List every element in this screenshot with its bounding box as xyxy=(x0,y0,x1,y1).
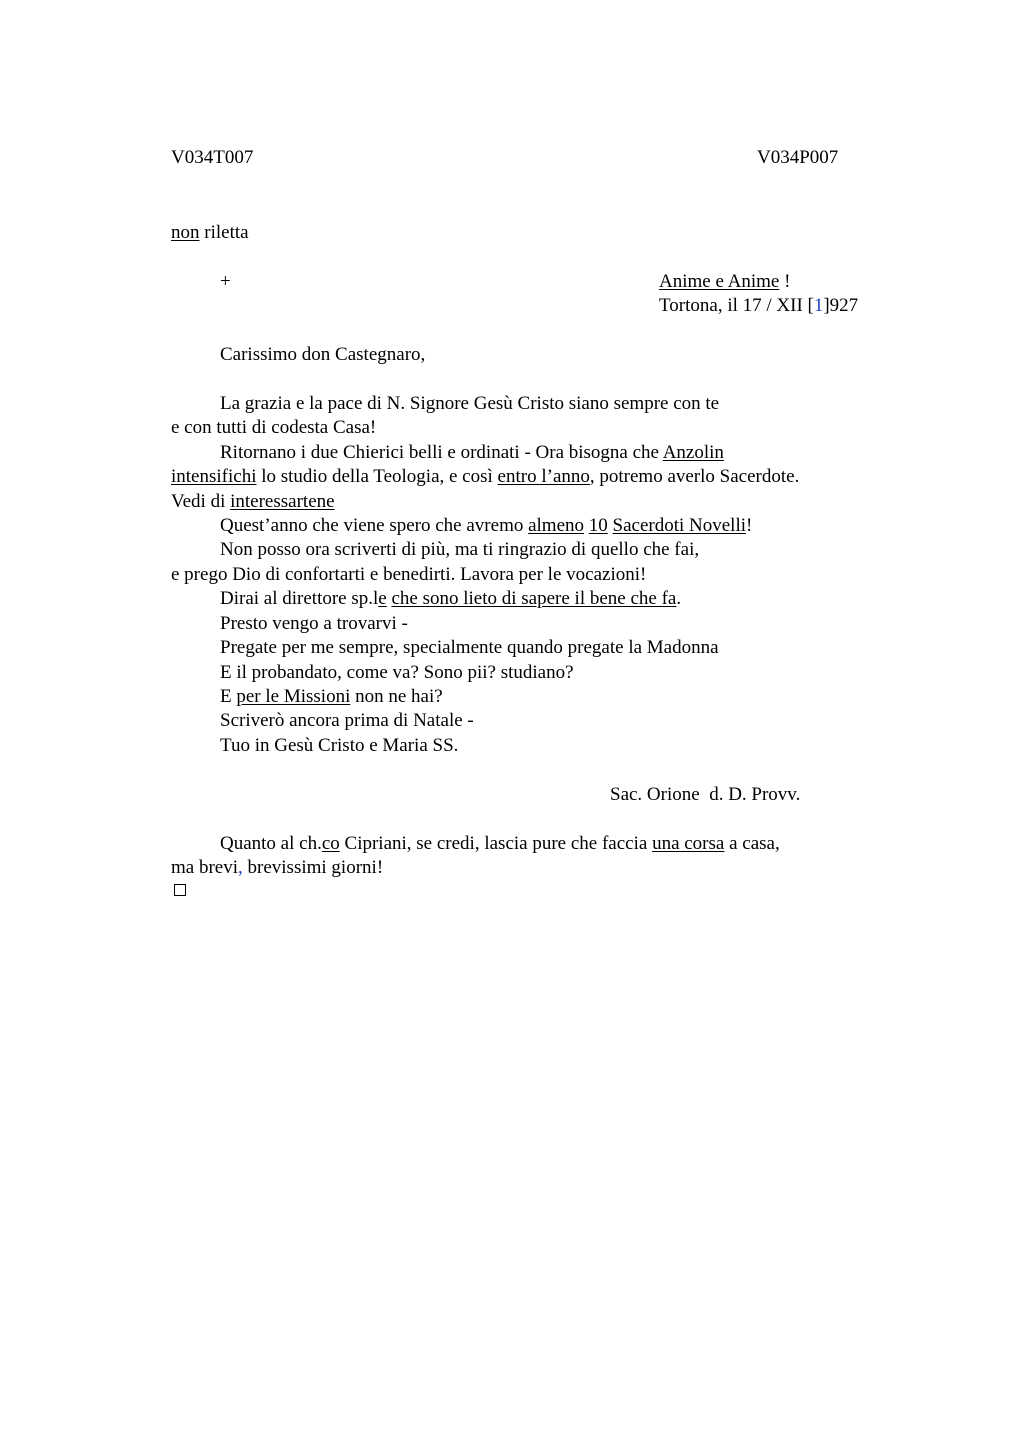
body-line: e con tutti di codesta Casa! xyxy=(171,417,377,438)
motto-underlined: Anime e Anime xyxy=(659,271,780,292)
body-line: intensifichi lo studio della Teologia, e così entro l’anno, potremo averlo Sacerdote. xyxy=(171,466,800,487)
motto xyxy=(659,270,790,294)
body-line: e prego Dio di confortarti e benedirti. Lavora per le vocazioni! xyxy=(171,564,647,585)
body-line: Quest’anno che viene spero che avremo almeno 10 Sacerdoti Novelli! xyxy=(220,515,753,536)
body-line: E per le Missioni non ne hai? xyxy=(220,686,443,707)
end-of-text-box-icon xyxy=(174,884,186,896)
dateline: Tortona, il 17 / XII [1]927 xyxy=(659,295,859,316)
document-code-left: V034T007 xyxy=(171,147,254,168)
body-line: E il probandato, come va? Sono pii? studiano? xyxy=(220,662,574,683)
postscript-line: ma brevi, brevissimi giorni! xyxy=(171,857,384,878)
document-code-right: V034P007 xyxy=(757,147,839,168)
body-line: Presto vengo a trovarvi - xyxy=(220,613,408,634)
motto-rest: ! xyxy=(784,271,791,292)
review-note xyxy=(171,221,249,245)
signature: Sac. Orione d. D. Provv. xyxy=(610,784,801,805)
cross-mark: + xyxy=(220,271,231,292)
body-line: Scriverò ancora prima di Natale - xyxy=(220,710,474,731)
body-line: Vedi di interessartene xyxy=(171,491,335,512)
review-note-rest: riletta xyxy=(204,222,249,243)
dateline-editorial-digit: 1 xyxy=(813,295,824,316)
review-note-underlined: non xyxy=(171,222,200,243)
greeting: Carissimo don Castegnaro, xyxy=(220,344,426,365)
postscript-line: Quanto al ch.co Cipriani, se credi, lascia pure che faccia una corsa a casa, xyxy=(220,833,780,854)
closing-line: Tuo in Gesù Cristo e Maria SS. xyxy=(220,735,459,756)
body-line: La grazia e la pace di N. Signore Gesù Cristo siano sempre con te xyxy=(220,393,720,414)
body-line: Non posso ora scriverti di più, ma ti ringrazio di quello che fai, xyxy=(220,539,700,560)
body-line: Dirai al direttore sp.le che sono lieto di sapere il bene che fa. xyxy=(220,588,682,609)
body-line: Pregate per me sempre, specialmente quando pregate la Madonna xyxy=(220,637,719,658)
body-line: Ritornano i due Chierici belli e ordinati - Ora bisogna che Anzolin xyxy=(220,442,724,463)
